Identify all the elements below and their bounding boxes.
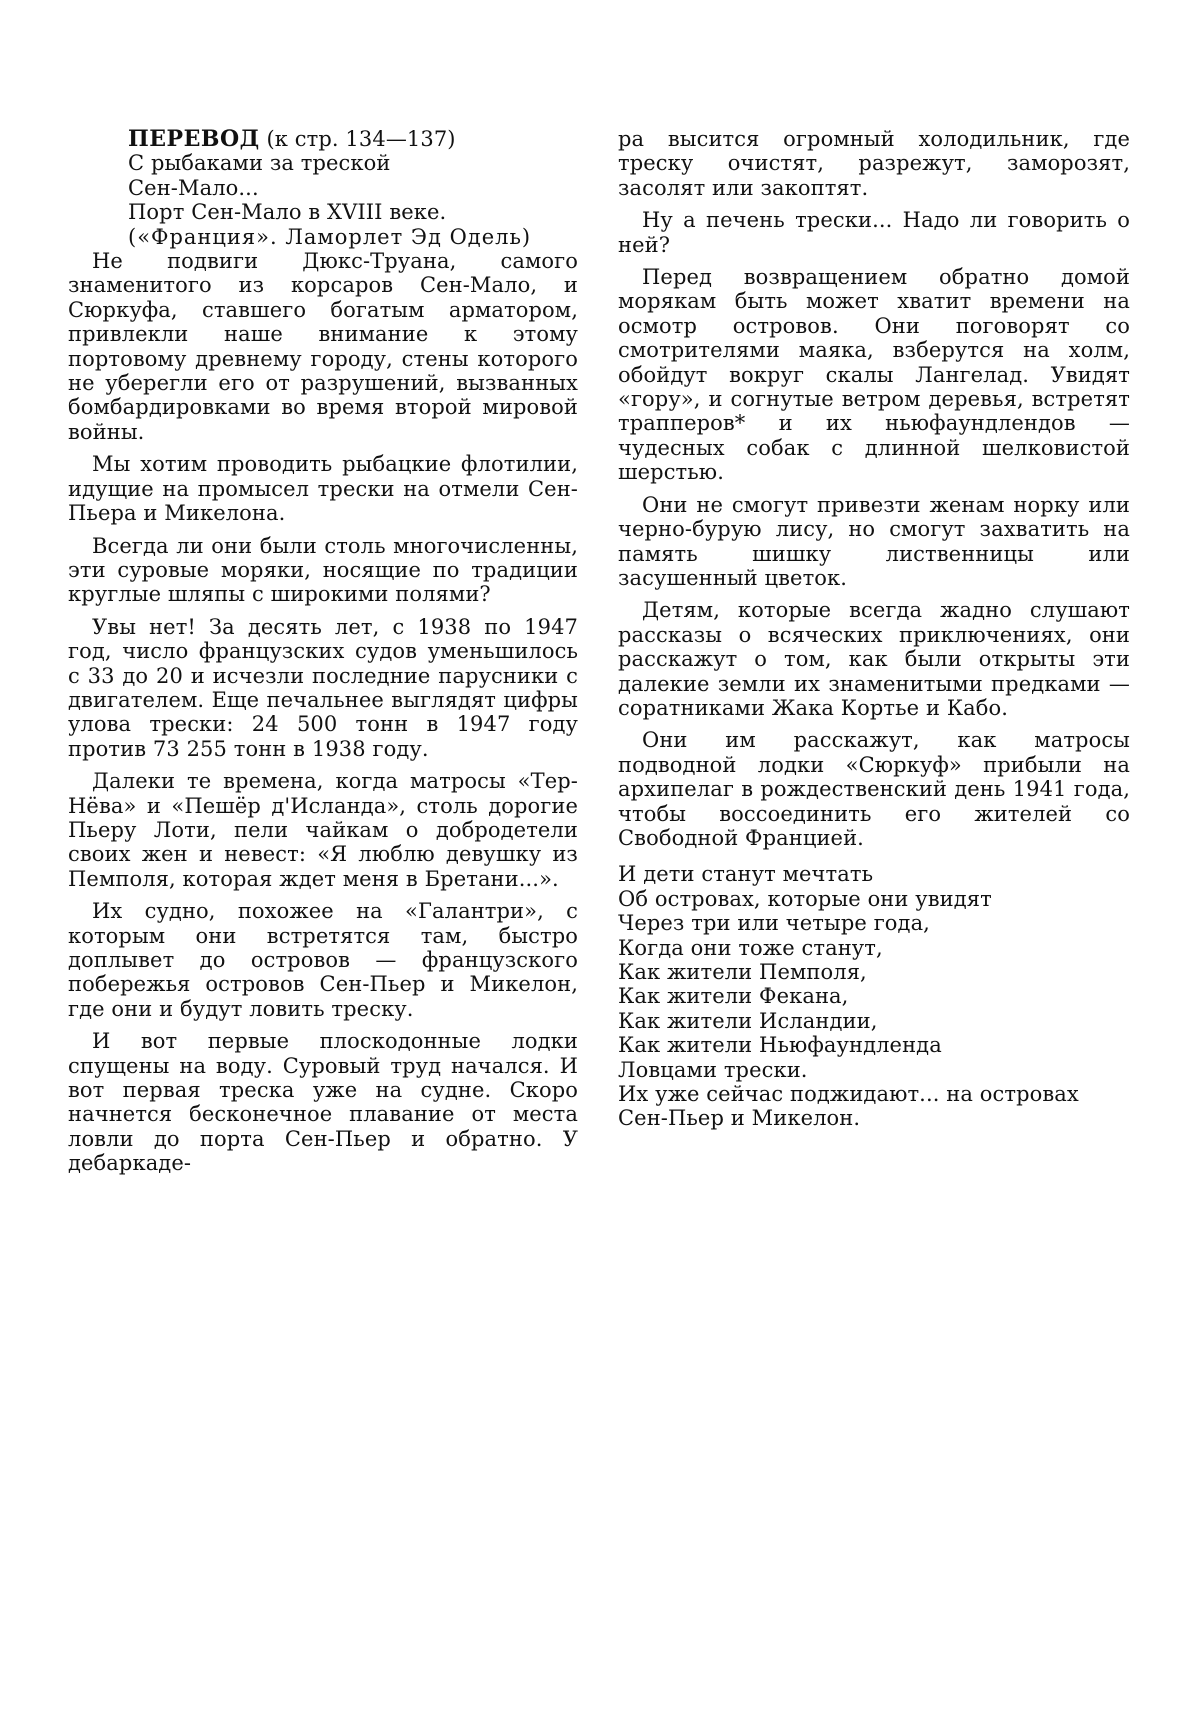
heading-line-1: С рыбаками за треской (128, 151, 391, 176)
paragraph: И вот первые плоскодонные лодки спущены на воду. Суровый труд начался. И вот первая треска уже на судне. Скоро начнется бесконечное плавание от места ловли до порта Сен-Пьер и обратно. У дебаркаде- (68, 1029, 578, 1176)
right-column (618, 127, 1130, 1131)
heading-line-2: Сен-Мало... (128, 175, 259, 200)
paragraph: Мы хотим проводить рыбацкие флотилии, идущие на промысел трески на отмели Сен-Пьера и Микелона. (68, 452, 578, 526)
paragraph: Увы нет! За десять лет, с 1938 по 1947 год, число французских судов уменьшилось с 33 до 20 и исчезли последние парусники с двигателем. Еще печальнее выглядят цифры улова трески: 24 500 тонн в 1947 году против 73 255 тонн в 1938 году. (68, 614, 578, 761)
poem-line: Как жители Исландии, (618, 1008, 878, 1033)
paragraph: Перед возвращением обратно домой морякам быть может хватит времени на осмотр островов. Они поговорят со смотрителями маяка, взберутся на холм, обойдут вокруг скалы Лангелад. Увидят «гору», и согнутые ветром деревья, встретят трапперов* и их ньюфаундлендов — чудесных собак с длинной шелковистой шерстью. (618, 265, 1130, 485)
poem (618, 862, 1130, 1130)
poem-line: Ловцами трески. (618, 1057, 808, 1082)
article-heading (128, 127, 578, 249)
poem-line: Как жители Пемполя, (618, 960, 867, 984)
poem-line: Как жители Фекана, (618, 984, 849, 1009)
paragraph: Всегда ли они были столь многочисленны, эти суровые моряки, носящие по традиции круглые шляпы с широкими полями? (68, 533, 578, 607)
poem-line: Сен-Пьер и Микелон. (618, 1106, 861, 1131)
poem-line: Их уже сейчас поджидают... на островах (618, 1082, 1079, 1107)
poem-line: Об островах, которые они увидят (618, 886, 992, 911)
heading-line-3: Порт Сен-Мало в XVIII веке. (128, 200, 447, 225)
translation-title: ПЕРЕВОД (128, 126, 260, 152)
paragraph: Они им расскажут, как матросы подводной лодки «Сюркуф» прибыли на архипелаг в рождественский день 1941 года, чтобы воссоединить его жителей со Свободной Францией. (618, 728, 1130, 850)
poem-line: И дети станут мечтать (618, 862, 874, 887)
paragraph: Они не смогут привезти женам норку или черно-бурую лису, но смогут захватить на память шишку лиственницы или засушенный цветок. (618, 492, 1130, 590)
page-range: (к стр. 134—137) (266, 127, 456, 151)
paragraph: Их судно, похожее на «Галантри», с которым они встретятся там, быстро доплывет до островов — французского побережья островов Сен-Пьер и Микелон, где они и будут ловить треску. (68, 899, 578, 1021)
source-credit: («Франция». Ламорлет Эд Одель) (128, 224, 532, 249)
poem-line: Когда они тоже станут, (618, 935, 883, 960)
paragraph: Не подвиги Дюкс-Труана, самого знаменитого из корсаров Сен-Мало, и Сюркуфа, ставшего богатым арматором, привлекли наше внимание к этому портовому древнему городу, стены которого не уберегли его от разрушений, вызванных бомбардировками во время второй мировой войны. (68, 249, 578, 444)
paragraph: Далеки те времена, когда матросы «Тер-Нёва» и «Пешёр д'Исланда», столь дорогие Пьеру Лоти, пели чайкам о добродетели своих жен и невест: «Я люблю девушку из Пемполя, которая ждет меня в Бретани...». (68, 769, 578, 891)
poem-line: Как жители Ньюфаундленда (618, 1033, 942, 1058)
poem-line: Через три или четыре года, (618, 911, 930, 936)
left-column (68, 127, 578, 1184)
paragraph: Ну а печень трески... Надо ли говорить о ней? (618, 208, 1130, 257)
paragraph: Детям, которые всегда жадно слушают рассказы о всяческих приключениях, они расскажут о том, как были открыты эти далекие земли их знаменитыми предками — соратниками Жака Кортье и Кабо. (618, 598, 1130, 720)
paragraph-continued: ра высится огромный холодильник, где треску очистят, разрежут, заморозят, засолят или закоптят. (618, 127, 1130, 200)
